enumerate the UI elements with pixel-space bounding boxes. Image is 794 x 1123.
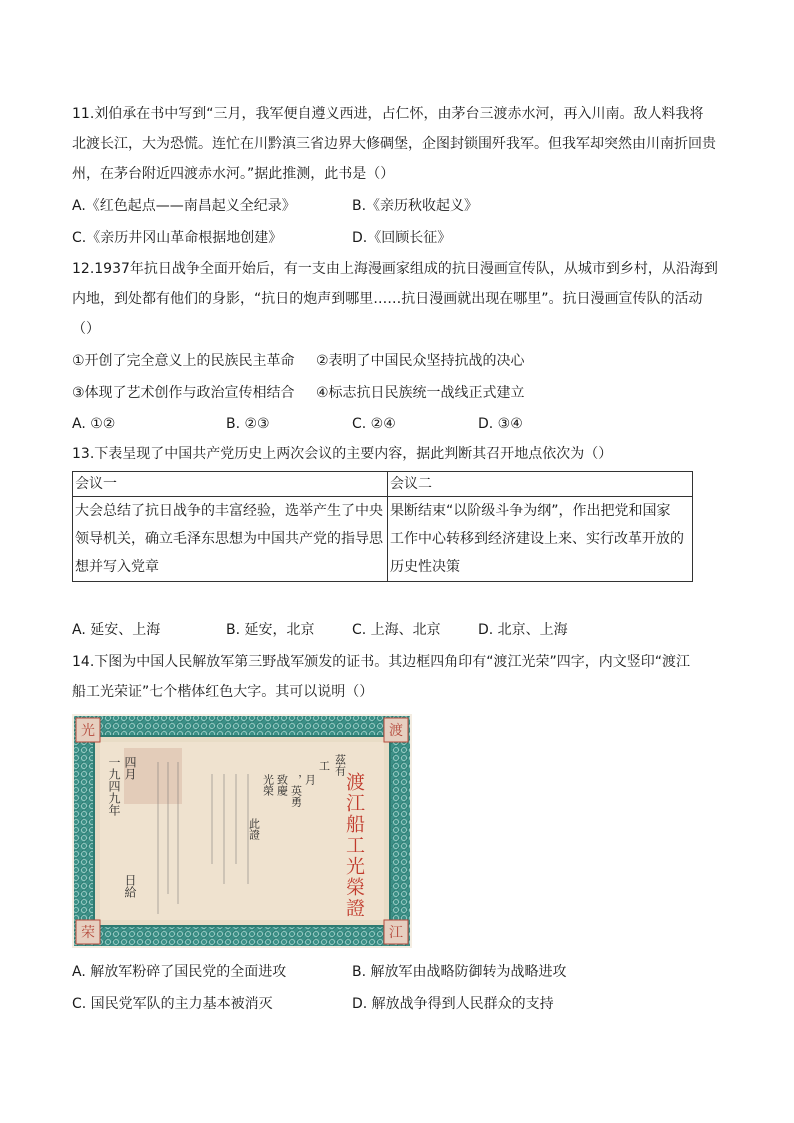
meeting-table <box>72 471 693 582</box>
q11-line-2: 北渡长江，大为恐慌。连忙在川黔滇三省边界大修碉堡，企图封锁围歼我军。但我军却突然由川南折回贵 <box>72 136 716 152</box>
q13-line-1: 13.下表呈现了中国共产党历史上两次会议的主要内容，据此判断其召开地点依次为（） <box>72 446 613 462</box>
q12-option-b[interactable]: B. ②③ <box>226 416 270 432</box>
q14-line-1: 14.下图为中国人民解放军第三野战军颁发的证书。其边框四角印有“渡江光荣”四字，内文竖印“渡江 <box>72 654 691 670</box>
q11-option-a[interactable]: A.《红色起点——南昌起义全纪录》 <box>72 198 296 214</box>
body-column-3: 月 <box>303 774 317 785</box>
meeting-table-header-2: 会议二 <box>388 472 693 497</box>
q12-statement-1: ①开创了完全意义上的民族民主革命 <box>72 353 295 369</box>
q14-option-b[interactable]: B. 解放军由战略防御转为战略进攻 <box>352 964 567 980</box>
q12-option-c[interactable]: C. ②④ <box>352 416 396 432</box>
corner-seal-bottom-left <box>76 920 100 944</box>
q14-line-2: 船工光荣证”七个楷体红色大字。其可以说明（） <box>72 684 374 700</box>
meeting-1-line-2: 领导机关，确立毛泽东思想为中国共产党的指导思 <box>75 531 383 547</box>
meeting-1-line-3: 想并写入党章 <box>75 559 159 575</box>
q13-option-c[interactable]: C. 上海、北京 <box>352 622 441 638</box>
q11-option-b[interactable]: B.《亲历秋收起义》 <box>352 198 479 214</box>
q12-line-2: 内地，到处都有他们的身影，“抗日的炮声到哪里……抗日漫画就出现在哪里”。抗日漫画宣传队的活动 <box>72 291 703 307</box>
q12-statement-4: ④标志抗日民族统一战线正式建立 <box>316 385 525 401</box>
q14-option-d[interactable]: D. 解放战争得到人民群众的支持 <box>352 996 554 1012</box>
meeting-table-cell-2 <box>388 497 693 582</box>
date-column-3: 日給 <box>123 874 137 898</box>
meeting-1-line-1: 大会总结了抗日战争的丰富经验，选举产生了中央 <box>75 503 383 519</box>
body-column-7: 此證 <box>247 818 261 840</box>
certificate-title: 渡江船工光榮證 <box>343 772 365 919</box>
certificate-image <box>72 714 412 948</box>
corner-text-3: 荣 <box>81 925 95 941</box>
q12-statement-3: ③体现了艺术创作与政治宣传相结合 <box>72 385 295 401</box>
q13-option-b[interactable]: B. 延安，北京 <box>226 622 315 638</box>
meeting-2-line-2: 工作中心转移到经济建设上来、实行改革开放的 <box>390 531 684 547</box>
body-column-1: 茲有 <box>333 754 347 776</box>
date-column-2: 四月 <box>123 756 137 780</box>
q11-line-3: 州，在茅台附近四渡赤水河。”据此推测，此书是（） <box>72 166 395 182</box>
q14-option-c[interactable]: C. 国民党军队的主力基本被消灭 <box>72 996 273 1012</box>
date-column-1: 一九四九年 <box>107 756 121 816</box>
corner-text-4: 江 <box>389 925 403 941</box>
meeting-2-line-3: 历史性决策 <box>390 559 460 575</box>
q12-option-a[interactable]: A. ①② <box>72 416 116 432</box>
corner-seal-bottom-right <box>384 920 408 944</box>
meeting-table-cell-1 <box>73 497 388 582</box>
q11-line-1: 11.刘伯承在书中写到“三月，我军便自遵义西进，占仁怀，由茅台三渡赤水河，再入川南。敌人料我将 <box>72 106 704 122</box>
q12-line-3: （） <box>72 321 100 337</box>
body-column-6: 光榮 <box>261 774 275 796</box>
corner-text-2: 渡 <box>389 723 403 739</box>
q13-option-d[interactable]: D. 北京、上海 <box>478 622 568 638</box>
corner-seal-top-left <box>76 718 100 742</box>
q11-option-d[interactable]: D.《回顾长征》 <box>352 230 452 246</box>
q14-option-a[interactable]: A. 解放军粉碎了国民党的全面进攻 <box>72 964 287 980</box>
body-column-4: ，英勇 <box>289 774 303 807</box>
body-column-2: 工 <box>317 760 331 771</box>
q11-option-c[interactable]: C.《亲历井冈山革命根据地创建》 <box>72 230 283 246</box>
q12-statement-2: ②表明了中国民众坚持抗战的决心 <box>316 353 525 369</box>
meeting-2-line-1: 果断结束“以阶级斗争为纲”，作出把党和国家 <box>390 503 671 519</box>
q13-option-a[interactable]: A. 延安、上海 <box>72 622 161 638</box>
corner-text-1: 光 <box>81 723 95 739</box>
q12-option-d[interactable]: D. ③④ <box>478 416 523 432</box>
body-column-5: 致慶 <box>275 774 289 796</box>
corner-seal-top-right <box>384 718 408 742</box>
meeting-table-header-1: 会议一 <box>73 472 388 497</box>
q12-line-1: 12.1937年抗日战争全面开始后，有一支由上海漫画家组成的抗日漫画宣传队，从城市到乡村，从沿海到 <box>72 261 718 277</box>
